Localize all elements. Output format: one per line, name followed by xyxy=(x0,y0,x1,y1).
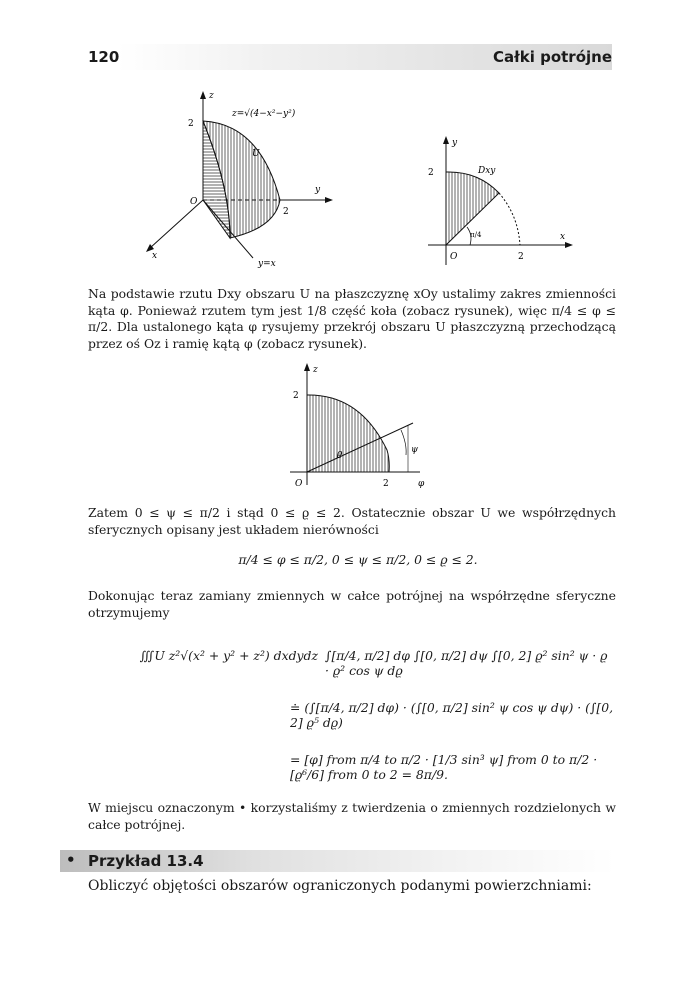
tick-2-z: 2 xyxy=(293,391,299,401)
task-text: Obliczyć objętości obszarów ograniczonych podanymi powierzchniami: xyxy=(88,878,592,894)
paragraph-4: W miejscu oznaczonym • korzystaliśmy z twierdzenia o zmiennych rozdzielonych w całce potrójnej. xyxy=(88,800,616,832)
paragraph-1: Na podstawie rzutu Dxy obszaru U na płaszczyznę xOy ustalimy zakres zmienności kąta φ. Ponieważ rzutem tym jest 1/8 część koła (zobacz rysunek), więc π/4 ≤ φ ≤ π/2. Dla ustalonego kąta φ rysujemy przekrój obszaru U płaszczyzną przechodzącą przez oś Oz i ramię kątą φ (zobacz rysunek). xyxy=(88,286,616,351)
section-title: Całki potrójne xyxy=(493,48,612,66)
plane-equation: y=x xyxy=(258,259,276,269)
example-title: Przykład 13.4 xyxy=(88,852,204,870)
origin-label: O xyxy=(190,197,198,207)
cross-section-region xyxy=(307,395,389,472)
surface-equation: z=√(4−x²−y²) xyxy=(232,109,296,119)
paragraph-3: Dokonując teraz zamiany zmiennych w całce potrójnej na współrzędne sferyczne otrzymujemy xyxy=(88,588,616,620)
equation-lhs: ∭U z²√(x² + y² + z²) dxdydz xyxy=(139,648,318,663)
tick-2-z: 2 xyxy=(188,119,194,129)
equation-line-1: ∫[π/4, π/2] dφ ∫[0, π/2] dψ ∫[0, 2] ϱ² sin² ψ · ϱ · ϱ² cos ψ dϱ xyxy=(325,648,608,678)
region-label: Dxy xyxy=(478,166,496,176)
tick-2-y: 2 xyxy=(283,207,289,217)
tick-2-y: 2 xyxy=(428,168,434,178)
origin-label: O xyxy=(450,252,458,262)
tick-2-x: 2 xyxy=(383,479,389,489)
z-axis-label: z xyxy=(313,365,318,375)
x-axis xyxy=(150,200,203,248)
x-axis-label: x xyxy=(152,251,158,261)
angle-label: π/4 xyxy=(470,231,482,239)
equation-line-2: ≐ (∫[π/4, π/2] dφ) · (∫[0, π/2] sin² ψ cos ψ dψ) · (∫[0, 2] ϱ⁵ dϱ) xyxy=(290,700,614,730)
figure-3d-region xyxy=(140,88,350,273)
y-axis-label: y xyxy=(315,185,321,195)
y-axis-label: y xyxy=(452,138,458,148)
rho-label: ϱ xyxy=(337,449,343,459)
figure-projection xyxy=(418,135,583,270)
origin-label: O xyxy=(295,479,303,489)
paragraph-2: Zatem 0 ≤ ψ ≤ π/2 i stąd 0 ≤ ϱ ≤ 2. Ostatecznie obszar U we współrzędnych sferycznych opisany jest układem nierówności xyxy=(88,505,616,537)
example-bullet: • xyxy=(66,851,76,869)
inequalities: π/4 ≤ φ ≤ π/2, 0 ≤ ψ ≤ π/2, 0 ≤ ϱ ≤ 2. xyxy=(238,552,478,567)
z-axis-label: z xyxy=(209,91,214,101)
tick-2-x: 2 xyxy=(518,252,524,262)
psi-label: ψ xyxy=(411,445,419,455)
phi-label: φ xyxy=(418,479,425,489)
region-label: U xyxy=(252,149,260,159)
x-axis-label: x xyxy=(560,232,566,242)
page-number: 120 xyxy=(88,48,120,66)
figure-cross-section xyxy=(285,360,435,490)
equation-line-3: = [φ] from π/4 to π/2 · [1/3 sin³ ψ] from 0 to π/2 · [ϱ⁶/6] from 0 to 2 = 8π/9. xyxy=(290,752,598,782)
